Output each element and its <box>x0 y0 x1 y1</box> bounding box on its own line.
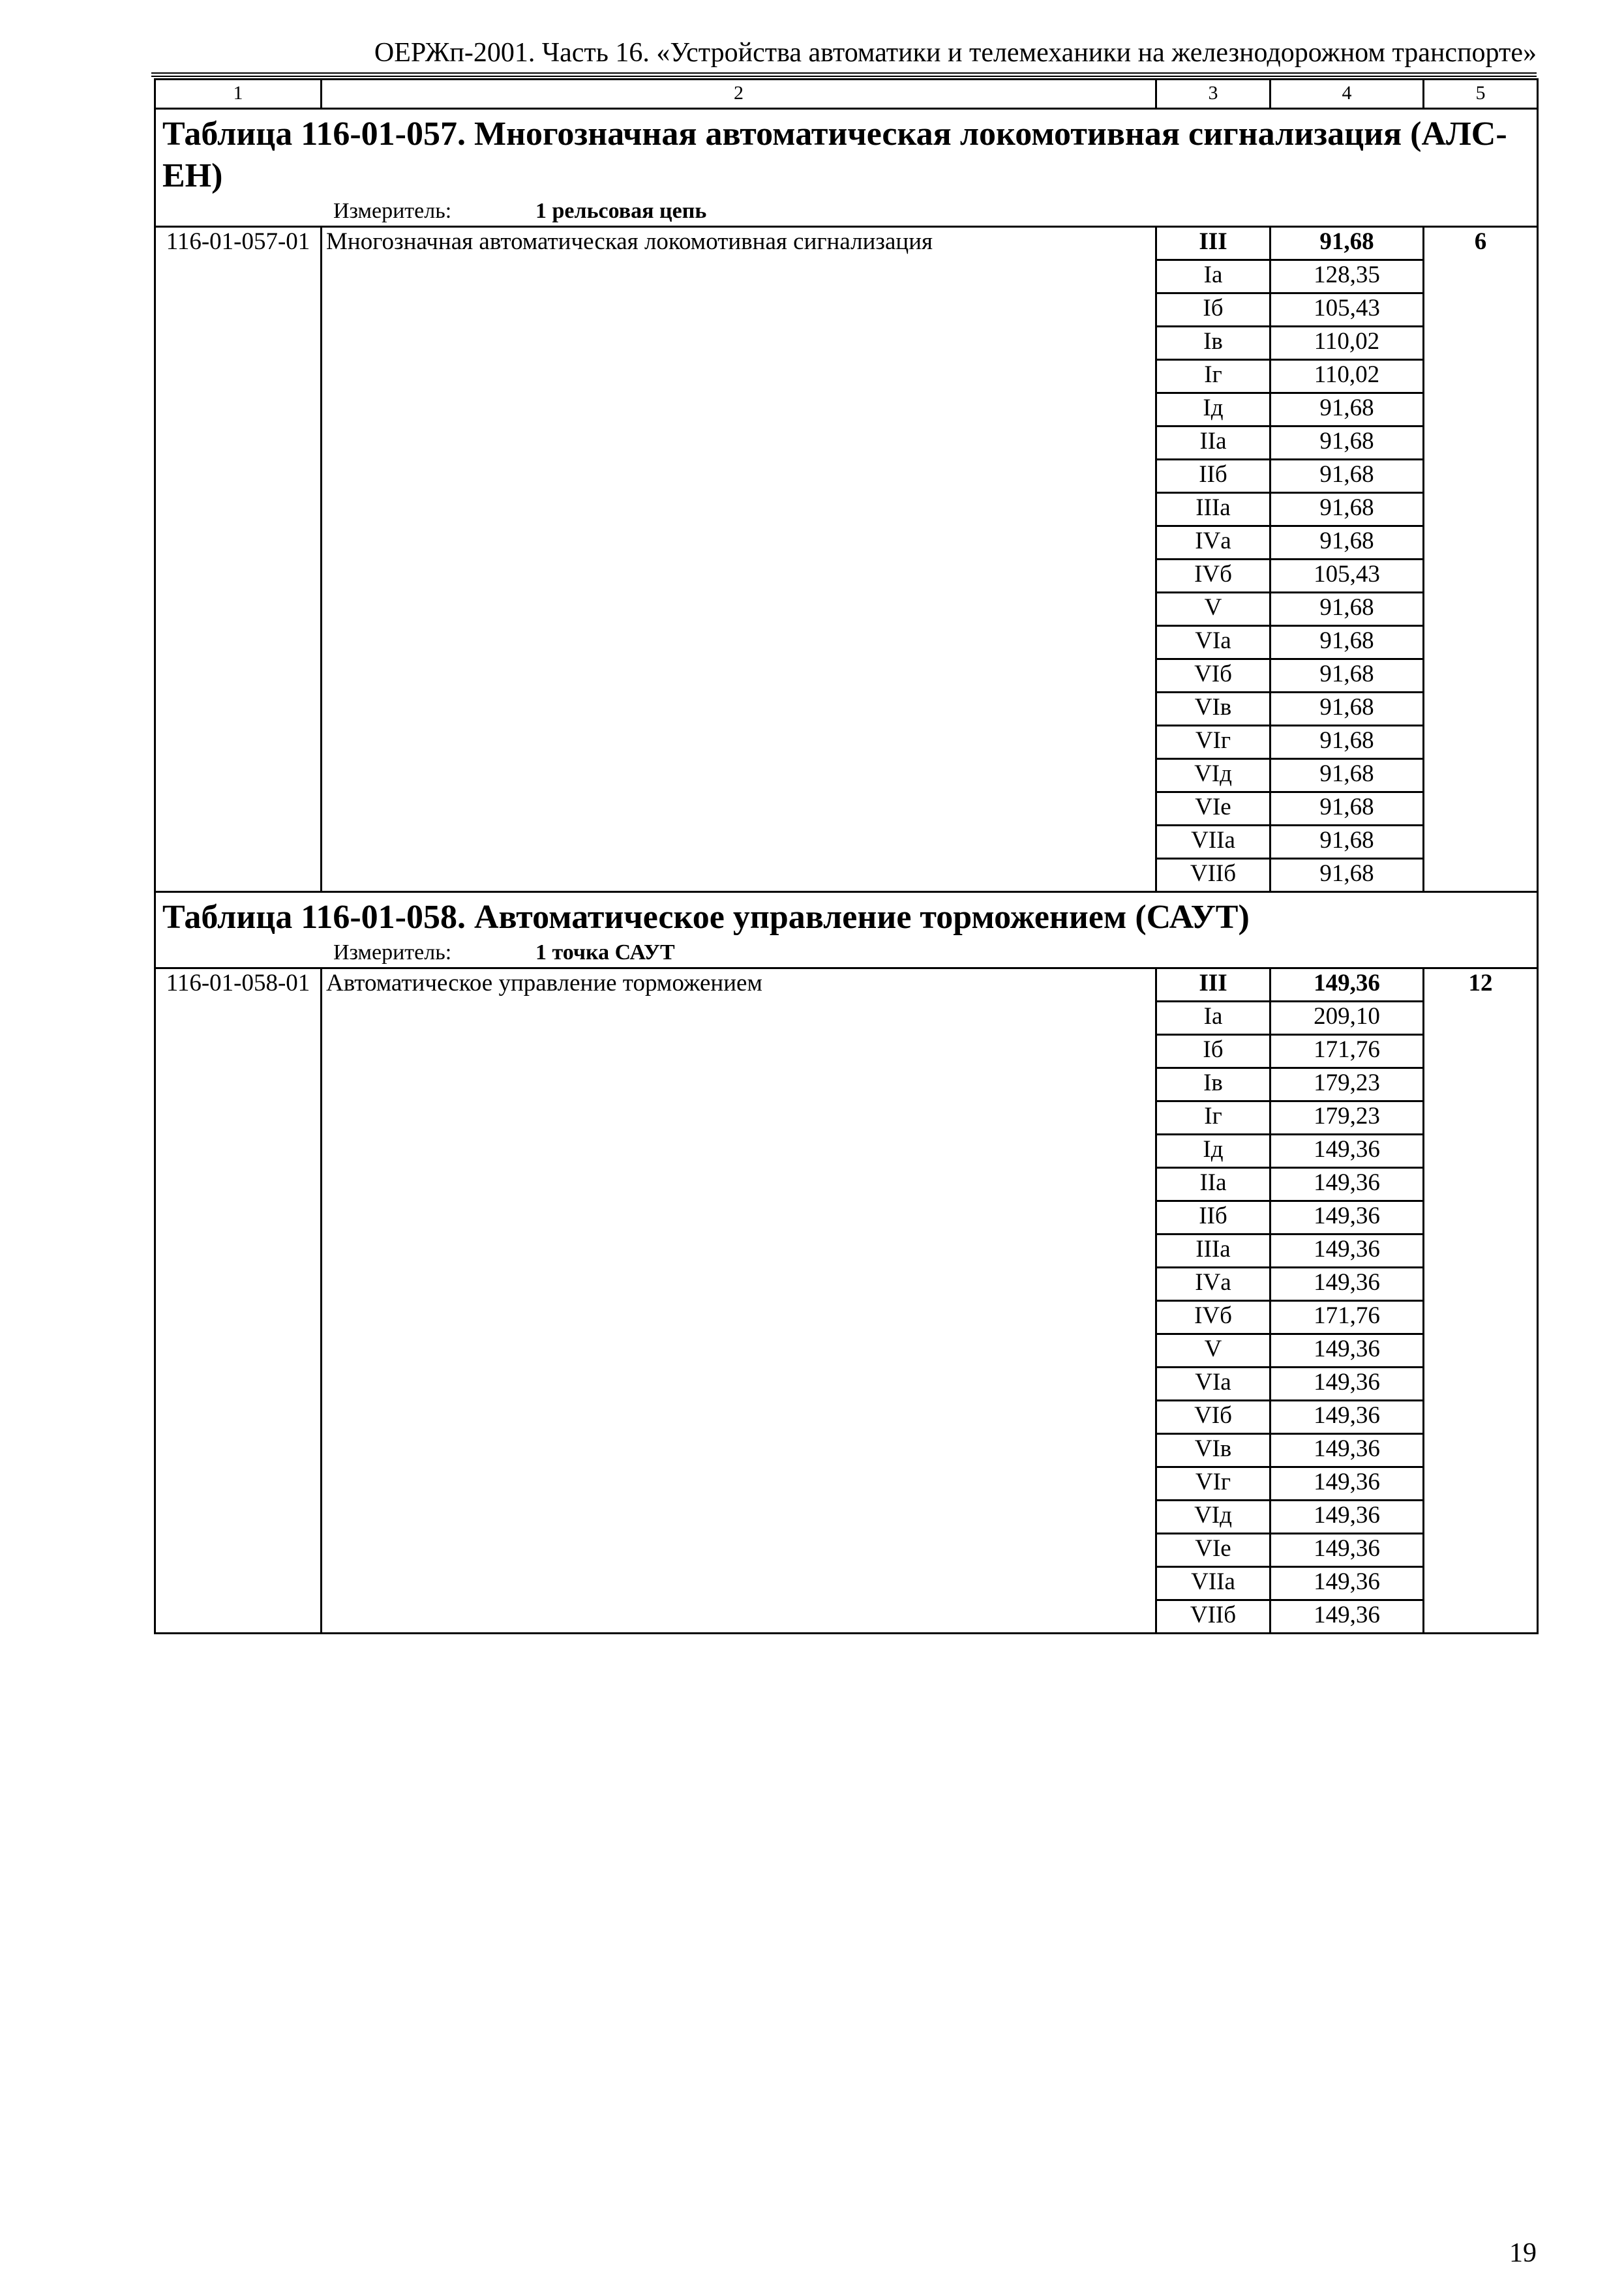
value-cell: 110,02 <box>1271 327 1424 360</box>
category-cell: Iд <box>1156 1135 1271 1168</box>
category-cell: VIа <box>1156 626 1271 659</box>
column-number: 3 <box>1156 80 1271 109</box>
value-cell: 149,36 <box>1271 1368 1424 1401</box>
value-cell: 91,68 <box>1271 726 1424 759</box>
rates-table <box>154 78 1539 1634</box>
value-cell: 91,68 <box>1271 626 1424 659</box>
value-cell: 91,68 <box>1271 593 1424 626</box>
value-cell: 149,36 <box>1271 1168 1424 1201</box>
column-number: 4 <box>1271 80 1424 109</box>
category-cell: VIд <box>1156 759 1271 792</box>
rate-code: 116-01-057-01 <box>155 227 322 892</box>
value-cell: 91,68 <box>1271 227 1424 260</box>
meter-label: Измеритель: <box>333 940 452 965</box>
category-cell: VIб <box>1156 1401 1271 1434</box>
category-cell: Iб <box>1156 293 1271 327</box>
meter-value: 1 рельсовая цепь <box>535 199 707 223</box>
category-cell: IIIа <box>1156 493 1271 526</box>
category-cell: VIIб <box>1156 859 1271 892</box>
value-cell: 171,76 <box>1271 1035 1424 1068</box>
category-cell: IVб <box>1156 1301 1271 1334</box>
value-cell: 110,02 <box>1271 360 1424 393</box>
value-cell: 91,68 <box>1271 393 1424 426</box>
category-cell: VIIб <box>1156 1600 1271 1634</box>
category-cell: Iа <box>1156 260 1271 293</box>
value-cell: 91,68 <box>1271 493 1424 526</box>
value-cell: 128,35 <box>1271 260 1424 293</box>
value-cell: 105,43 <box>1271 293 1424 327</box>
value-cell: 149,36 <box>1271 1567 1424 1600</box>
value-cell: 149,36 <box>1271 1534 1424 1567</box>
table-row <box>155 968 1538 1002</box>
value-cell: 91,68 <box>1271 859 1424 892</box>
header-rule <box>151 72 1537 77</box>
category-cell: VIв <box>1156 1434 1271 1467</box>
value-cell: 91,68 <box>1271 460 1424 493</box>
running-header: ОЕРЖп-2001. Часть 16. «Устройства автоматики и телемеханики на железнодорожном транспорте» <box>374 38 1537 68</box>
value-cell: 91,68 <box>1271 526 1424 560</box>
value-cell: 91,68 <box>1271 826 1424 859</box>
rate-code: 116-01-058-01 <box>155 968 322 1634</box>
meter-line <box>162 197 1530 226</box>
rate-description: Автоматическое управление торможением <box>322 968 1156 1634</box>
category-cell: IIа <box>1156 1168 1271 1201</box>
quantity-cell: 6 <box>1424 227 1538 892</box>
section-title: Таблица 116-01-058. Автоматическое управление торможением (САУТ) <box>162 899 1250 936</box>
category-cell: IVа <box>1156 526 1271 560</box>
category-cell: V <box>1156 1334 1271 1368</box>
meter-line <box>162 938 1530 967</box>
section-title-cell <box>155 109 1538 227</box>
category-cell: VIб <box>1156 659 1271 693</box>
category-cell: IIб <box>1156 1201 1271 1234</box>
value-cell: 149,36 <box>1271 1268 1424 1301</box>
section-title-cell <box>155 892 1538 968</box>
category-cell: VIе <box>1156 792 1271 826</box>
value-cell: 209,10 <box>1271 1002 1424 1035</box>
value-cell: 149,36 <box>1271 1501 1424 1534</box>
column-number: 2 <box>322 80 1156 109</box>
value-cell: 91,68 <box>1271 792 1424 826</box>
table-row <box>155 227 1538 260</box>
category-cell: Iг <box>1156 1101 1271 1135</box>
category-cell: VIг <box>1156 1467 1271 1501</box>
category-cell: IIIа <box>1156 1234 1271 1268</box>
value-cell: 149,36 <box>1271 1201 1424 1234</box>
value-cell: 149,36 <box>1271 1135 1424 1168</box>
value-cell: 91,68 <box>1271 426 1424 460</box>
rates-table-body <box>155 80 1538 1634</box>
value-cell: 171,76 <box>1271 1301 1424 1334</box>
category-cell: VIIа <box>1156 1567 1271 1600</box>
category-cell: Iв <box>1156 327 1271 360</box>
page-number: 19 <box>1509 2238 1537 2268</box>
category-cell: VIв <box>1156 693 1271 726</box>
category-cell: Iа <box>1156 1002 1271 1035</box>
value-cell: 91,68 <box>1271 759 1424 792</box>
category-cell: Iв <box>1156 1068 1271 1101</box>
section-title: Таблица 116-01-057. Многозначная автоматическая локомотивная сигнализация (АЛС-ЕН) <box>162 115 1507 194</box>
table-section-header <box>155 109 1538 227</box>
column-number-row <box>155 80 1538 109</box>
rate-description: Многозначная автоматическая локомотивная сигнализация <box>322 227 1156 892</box>
value-cell: 149,36 <box>1271 968 1424 1002</box>
column-number: 5 <box>1424 80 1538 109</box>
value-cell: 91,68 <box>1271 659 1424 693</box>
category-cell: Iб <box>1156 1035 1271 1068</box>
category-cell: III <box>1156 968 1271 1002</box>
category-cell: Iд <box>1156 393 1271 426</box>
category-cell: VIе <box>1156 1534 1271 1567</box>
category-cell: III <box>1156 227 1271 260</box>
value-cell: 149,36 <box>1271 1234 1424 1268</box>
table-section-header <box>155 892 1538 968</box>
meter-value: 1 точка САУТ <box>535 940 675 965</box>
category-cell: VIIа <box>1156 826 1271 859</box>
value-cell: 149,36 <box>1271 1401 1424 1434</box>
category-cell: Iг <box>1156 360 1271 393</box>
category-cell: VIа <box>1156 1368 1271 1401</box>
category-cell: IIа <box>1156 426 1271 460</box>
category-cell: VIд <box>1156 1501 1271 1534</box>
value-cell: 149,36 <box>1271 1467 1424 1501</box>
category-cell: IVа <box>1156 1268 1271 1301</box>
value-cell: 91,68 <box>1271 693 1424 726</box>
value-cell: 149,36 <box>1271 1334 1424 1368</box>
meter-label: Измеритель: <box>333 199 452 223</box>
value-cell: 179,23 <box>1271 1101 1424 1135</box>
value-cell: 105,43 <box>1271 560 1424 593</box>
quantity-cell: 12 <box>1424 968 1538 1634</box>
column-number: 1 <box>155 80 322 109</box>
value-cell: 149,36 <box>1271 1600 1424 1634</box>
category-cell: IVб <box>1156 560 1271 593</box>
category-cell: IIб <box>1156 460 1271 493</box>
value-cell: 179,23 <box>1271 1068 1424 1101</box>
value-cell: 149,36 <box>1271 1434 1424 1467</box>
category-cell: VIг <box>1156 726 1271 759</box>
category-cell: V <box>1156 593 1271 626</box>
